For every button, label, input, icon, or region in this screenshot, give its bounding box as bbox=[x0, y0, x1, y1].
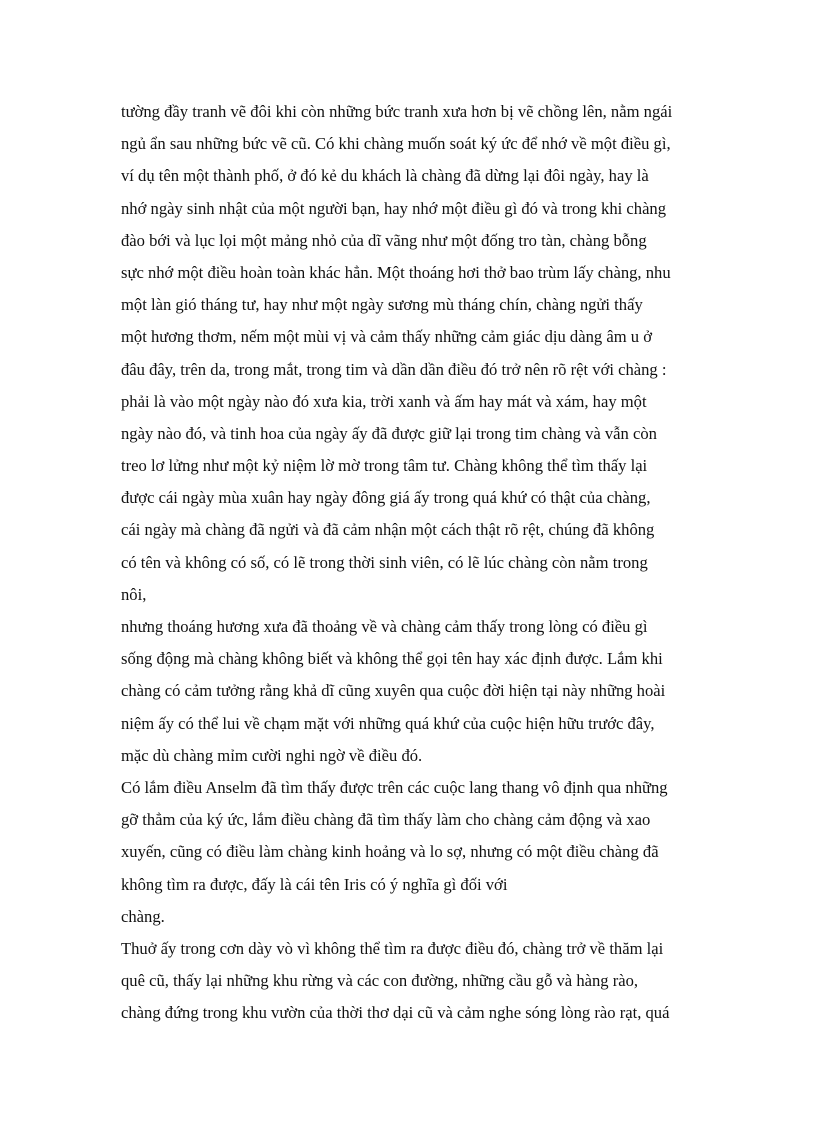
text-line: ngủ ẩn sau những bức vẽ cũ. Có khi chàng muốn soát ký ức để nhớ về một điều gì, bbox=[121, 134, 671, 154]
text-line: phải là vào một ngày nào đó xưa kia, trời xanh và ấm hay mát và xám, hay một bbox=[121, 391, 647, 411]
text-line: một làn gió tháng tư, hay như một ngày sương mù tháng chín, chàng ngửi thấy bbox=[121, 295, 643, 315]
text-line: ngày nào đó, và tinh hoa của ngày ấy đã được giữ lại trong tim chàng và vẫn còn bbox=[121, 423, 657, 443]
text-line: một hương thơm, nếm một mùi vị và cảm thấy những cảm giác dịu dàng âm u ở bbox=[121, 327, 652, 347]
text-line: niệm ấy có thể lui về chạm mặt với những quá khứ của cuộc hiện hữu trước đây, bbox=[121, 713, 655, 733]
text-line: chàng đứng trong khu vườn của thời thơ dại cũ và cảm nghe sóng lòng rào rạt, quá bbox=[121, 1003, 670, 1023]
text-line: gỡ thẳm của ký ức, lắm điều chàng đã tìm thấy làm cho chàng cảm động và xao bbox=[121, 810, 651, 830]
text-line: được cái ngày mùa xuân hay ngày đông giá ấy trong quá khứ có thật của chàng, bbox=[121, 488, 651, 508]
text-line: nhớ ngày sinh nhật của một người bạn, hay nhớ một điều gì đó và trong khi chàng bbox=[121, 198, 667, 218]
text-line: chàng có cảm tưởng rằng khả dĩ cũng xuyên qua cuộc đời hiện tại này những hoài bbox=[121, 681, 666, 701]
text-line: có tên và không có số, có lẽ trong thời sinh viên, có lẽ lúc chàng còn nằm trong bbox=[121, 552, 648, 572]
text-line: xuyến, cũng có điều làm chàng kinh hoảng và lo sợ, nhưng có một điều chàng đã bbox=[121, 842, 659, 862]
text-line: Có lắm điều Anselm đã tìm thấy được trên các cuộc lang thang vô định qua những bbox=[121, 777, 668, 797]
text-line: tường đầy tranh vẽ đôi khi còn những bức tranh xưa hơn bị vẽ chồng lên, nằm ngái bbox=[121, 102, 673, 121]
text-line: đào bới và lục lọi một mảng nhỏ của dĩ vãng như một đống tro tàn, chàng bỗng bbox=[121, 230, 647, 250]
text-line: Thuở ấy trong cơn dày vò vì không thể tìm ra được điều đó, chàng trở về thăm lại bbox=[121, 938, 664, 958]
text-line: quê cũ, thấy lại những khu rừng và các con đường, những cầu gỗ và hàng rào, bbox=[121, 971, 639, 991]
text-line: nôi, bbox=[121, 584, 147, 604]
body-text bbox=[121, 96, 721, 1029]
text-line: sống động mà chàng không biết và không thể gọi tên hay xác định được. Lắm khi bbox=[121, 649, 663, 669]
text-line: chàng. bbox=[121, 906, 165, 926]
text-line: đâu đây, trên da, trong mắt, trong tim và dần dần điều đó trở nên rõ rệt với chàng : bbox=[121, 359, 667, 379]
text-line: treo lơ lửng như một kỷ niệm lờ mờ trong tâm tư. Chàng không thể tìm thấy lại bbox=[121, 456, 648, 476]
text-line: ví dụ tên một thành phố, ở đó kẻ du khách là chàng đã dừng lại đôi ngày, hay là bbox=[121, 166, 649, 186]
text-line: không tìm ra được, đấy là cái tên Iris có ý nghĩa gì đối với bbox=[121, 874, 508, 894]
text-line: sực nhớ một điều hoàn toàn khác hẳn. Một thoáng hơi thở bao trùm lấy chàng, nhu bbox=[121, 262, 671, 282]
text-line: mặc dù chàng mỉm cười nghi ngờ về điều đó. bbox=[121, 745, 423, 765]
text-line: cái ngày mà chàng đã ngửi và đã cảm nhận một cách thật rõ rệt, chúng đã không bbox=[121, 520, 655, 540]
text-line: nhưng thoáng hương xưa đã thoảng về và chàng cảm thấy trong lòng có điều gì bbox=[121, 617, 648, 636]
